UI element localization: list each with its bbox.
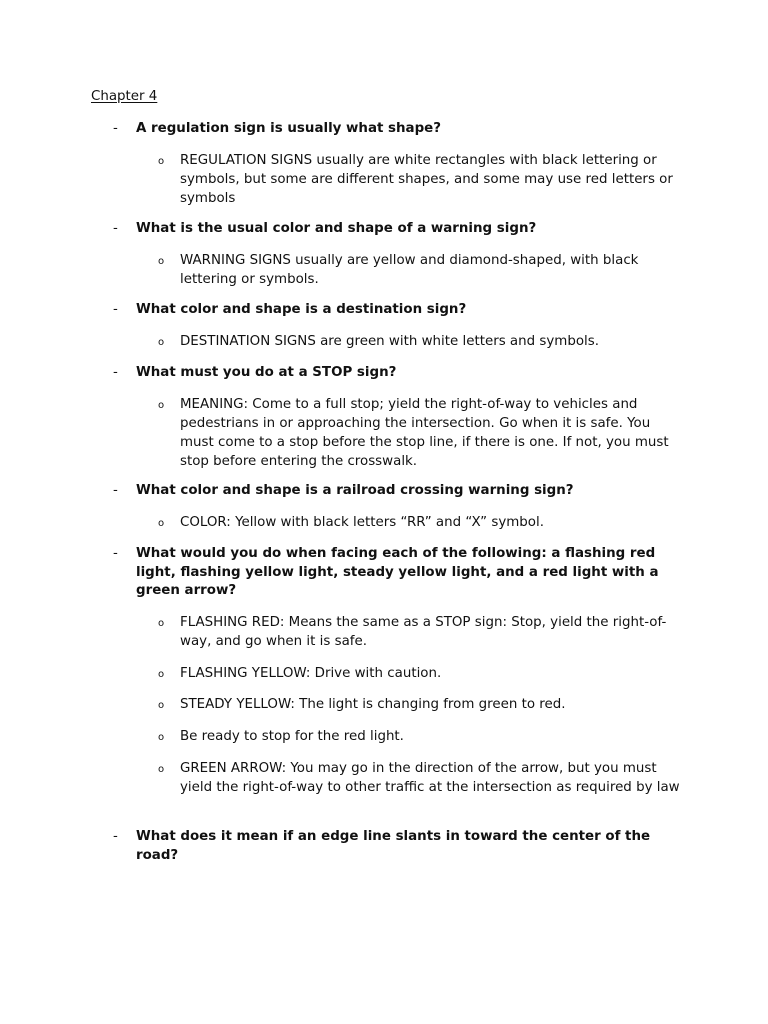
qa-block bbox=[0, 545, 768, 601]
question-text: What is the usual color and shape of a warning sign? bbox=[136, 221, 537, 236]
answer-block bbox=[0, 727, 768, 746]
answer-text: FLASHING RED: Means the same as a STOP sign: Stop, yield the right-of-way, and go when it is safe. bbox=[180, 615, 667, 649]
qa-block bbox=[0, 364, 768, 383]
question-text: A regulation sign is usually what shape? bbox=[136, 121, 442, 136]
dash-marker: - bbox=[113, 546, 118, 561]
qa-block bbox=[0, 120, 768, 139]
chapter-title: Chapter 4 bbox=[91, 89, 158, 104]
answer-text: DESTINATION SIGNS are green with white letters and symbols. bbox=[180, 334, 599, 349]
answer-block bbox=[0, 395, 768, 471]
answer-item bbox=[0, 332, 685, 351]
dash-marker: - bbox=[113, 121, 118, 136]
question-text: What does it mean if an edge line slants in toward the center of the road? bbox=[136, 829, 651, 863]
bullet-marker: o bbox=[158, 256, 165, 267]
question bbox=[0, 545, 681, 601]
answer-block bbox=[0, 664, 768, 683]
answer-text: STEADY YELLOW: The light is changing from green to red. bbox=[180, 697, 566, 712]
answer-text: WARNING SIGNS usually are yellow and diamond-shaped, with black lettering or symbols. bbox=[180, 253, 639, 287]
answer-block bbox=[0, 332, 768, 351]
question bbox=[0, 364, 681, 383]
question-text: What color and shape is a destination sign? bbox=[136, 302, 467, 317]
answer-block bbox=[0, 759, 768, 797]
answer-text: REGULATION SIGNS usually are white rectangles with black lettering or symbols, but some are different shapes, and some may use red letters or symbols bbox=[180, 153, 673, 206]
answer-item bbox=[0, 695, 685, 714]
question-text: What must you do at a STOP sign? bbox=[136, 365, 397, 380]
question bbox=[0, 120, 681, 139]
question bbox=[0, 482, 681, 501]
qa-block bbox=[0, 220, 768, 239]
qa-block bbox=[0, 828, 768, 865]
answer-block bbox=[0, 251, 768, 289]
answer-text: FLASHING YELLOW: Drive with caution. bbox=[180, 666, 442, 681]
answer-item bbox=[0, 759, 685, 797]
bullet-marker: o bbox=[158, 764, 165, 775]
dash-marker: - bbox=[113, 365, 118, 380]
bullet-marker: o bbox=[158, 156, 165, 167]
bullet-marker: o bbox=[158, 618, 165, 629]
answer-block bbox=[0, 613, 768, 651]
answer-item bbox=[0, 151, 685, 208]
answer-item bbox=[0, 613, 685, 651]
answer-item bbox=[0, 727, 685, 746]
answer-item bbox=[0, 664, 685, 683]
answer-block bbox=[0, 513, 768, 532]
qa-block bbox=[0, 482, 768, 501]
bullet-marker: o bbox=[158, 400, 165, 411]
answer-item bbox=[0, 513, 685, 532]
bullet-marker: o bbox=[158, 669, 165, 680]
question-text: What color and shape is a railroad crossing warning sign? bbox=[136, 483, 574, 498]
answer-item bbox=[0, 251, 685, 289]
answer-text: GREEN ARROW: You may go in the direction of the arrow, but you must yield the right-of-way to other traffic at the intersection as required by law bbox=[180, 761, 680, 795]
bullet-marker: o bbox=[158, 518, 165, 529]
dash-marker: - bbox=[113, 302, 118, 317]
answer-block bbox=[0, 695, 768, 714]
answer-block bbox=[0, 151, 768, 208]
answer-text: MEANING: Come to a full stop; yield the right-of-way to vehicles and pedestrians in or approaching the intersection. Go when it is safe. You must come to a stop before the stop line, if there is one. If not, you must stop before entering the crosswalk. bbox=[180, 397, 669, 469]
dash-marker: - bbox=[113, 221, 118, 236]
bullet-marker: o bbox=[158, 337, 165, 348]
qa-block bbox=[0, 301, 768, 320]
question-text: What would you do when facing each of the following: a flashing red light, flashing yellow light, steady yellow light, and a red light with a green arrow? bbox=[136, 546, 659, 598]
question bbox=[0, 828, 681, 865]
bullet-marker: o bbox=[158, 700, 165, 711]
dash-marker: - bbox=[113, 483, 118, 498]
answer-text: Be ready to stop for the red light. bbox=[180, 729, 404, 744]
bullet-marker: o bbox=[158, 732, 165, 743]
question bbox=[0, 220, 681, 239]
answer-item bbox=[0, 395, 685, 471]
dash-marker: - bbox=[113, 829, 118, 844]
answer-text: COLOR: Yellow with black letters “RR” and “X” symbol. bbox=[180, 515, 544, 530]
question bbox=[0, 301, 681, 320]
